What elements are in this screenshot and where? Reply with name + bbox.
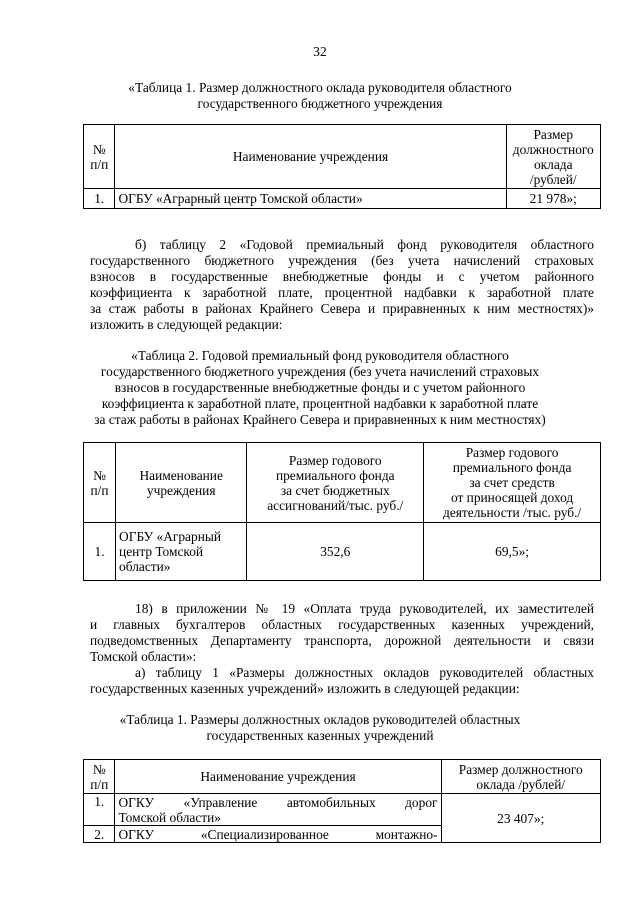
table3-caption-line-2: государственных казенных учреждений <box>206 728 434 743</box>
table3-cell-num: 1. <box>84 794 115 826</box>
table3-cell-num: 2. <box>84 826 115 843</box>
para-18-line-1: 18) в приложении № 19 «Оплата труда руководителей, их заместителей <box>135 601 594 616</box>
para-b-line-6: изложить в следующей редакции: <box>90 317 283 332</box>
para-b-line-1: б) таблицу 2 «Годовой премиальный фонд руководителя областного <box>135 237 594 252</box>
para-b-line-3: взносов в государственные внебюджетные фонды и с учетом районного <box>90 269 594 284</box>
table2-header-budget-line: премиального фонда <box>275 467 395 483</box>
table1-header-size-line: оклада <box>533 156 573 172</box>
table3-header-size <box>441 760 600 794</box>
table1-caption-line-1: «Таблица 1. Размер должностного оклада руководителя областного <box>128 80 512 95</box>
table2-header-income-line: премиального фонда <box>452 460 572 475</box>
table1-caption-line-2: государственного бюджетного учреждения <box>197 96 443 111</box>
table3-cell-name-line: Томской области» <box>118 809 222 825</box>
table2-caption-line-1: «Таблица 2. Годовой премиальный фонд руководителя областного <box>131 348 509 363</box>
table3-cell-name <box>115 794 441 826</box>
table1-cell-num: 1. <box>84 189 115 209</box>
table3-caption-line-1: «Таблица 1. Размеры должностных окладов руководителей областных <box>119 712 521 727</box>
table2-cell-num: 1. <box>84 523 116 581</box>
para-a-line-1: а) таблицу 1 «Размеры должностных окладов руководителей областных <box>135 665 594 680</box>
table2-cell-name <box>116 523 247 581</box>
table2-header-num-line: № <box>93 467 106 483</box>
table1-header-size <box>506 125 600 189</box>
table2-header-income-line: за счет средств <box>469 475 555 490</box>
table3-cell-name-line: ОГКУ «Управление автомобильных дорог <box>118 794 438 810</box>
table2-cell-name-line: ОГБУ «Аграрный <box>119 529 222 544</box>
table1-header-size-line: Размер <box>533 126 574 142</box>
table3-header-num-line: № <box>92 761 106 777</box>
table1-header-num <box>84 125 115 189</box>
table2-header-name <box>116 443 247 523</box>
table1-header-num-line: п/п <box>90 156 109 172</box>
table2-header-budget <box>247 443 424 523</box>
para-18-line-2: и главных бухгалтеров областных государственных казенных учреждений, <box>90 617 594 632</box>
table1-header-size-line: /рублей/ <box>529 171 577 187</box>
table-row <box>84 189 601 209</box>
para-b-line-2: государственного бюджетного учреждения (без учета начислений страховых <box>90 253 594 268</box>
table2-header-name-line: Наименование <box>139 467 223 483</box>
table3-header-size-line: Размер должностного <box>458 761 583 777</box>
table2-header-budget-line: Размер годового <box>288 452 382 468</box>
table1-header-row <box>84 125 601 189</box>
table3-cell-name <box>115 826 441 843</box>
table2-caption-line-3: взносов в государственные внебюджетные фонды и с учетом районного <box>114 380 526 395</box>
table1-header-name: Наименование учреждения <box>115 125 506 189</box>
para-18-line-3: подведомственных Департаменту транспорта, дорожной деятельности и связи <box>90 633 594 648</box>
table2-caption-line-2: государственного бюджетного учреждения (без учета начислений страховых <box>100 364 540 379</box>
table2-header-income-line: Размер годового <box>465 445 559 460</box>
page-number: 32 <box>313 44 327 59</box>
para-b-line-4: коэффициента к заработной плате, процентной надбавки к заработной плате <box>90 285 594 300</box>
table3-header-row <box>84 760 601 794</box>
table2-cell-income: 69,5»; <box>424 523 601 581</box>
table2-header-income <box>424 443 601 523</box>
table2-header-income-line: от приносящей доход <box>450 490 574 505</box>
table2-caption-line-5: за стаж работы в районах Крайнего Севера и приравненных к ним местностях) <box>94 412 546 427</box>
table3-header-num-line: п/п <box>90 776 109 792</box>
table1-header-size-line: должностного <box>512 141 594 157</box>
table-row <box>84 523 601 581</box>
table2-header-num-line: п/п <box>90 482 109 498</box>
table3-header-num <box>84 760 115 794</box>
table2-cell-name-line: области» <box>119 559 171 574</box>
table2-header-budget-line: за счет бюджетных <box>280 482 390 498</box>
table2-header-name-line: учреждения <box>146 482 216 498</box>
table3-header-name: Наименование учреждения <box>115 760 441 794</box>
table2-header-row <box>84 443 601 523</box>
table2-header-budget-line: ассигнований/тыс. руб./ <box>267 497 404 513</box>
table3-header-size-line: оклада /рублей/ <box>476 776 566 792</box>
table2-cell-budget: 352,6 <box>247 523 424 581</box>
table2 <box>83 442 601 581</box>
para-a-line-2: государственных казенных учреждений» изложить в следующей редакции: <box>90 681 520 696</box>
table2-header-income-line: деятельности /тыс. руб./ <box>443 505 582 520</box>
table1-cell-name: ОГБУ «Аграрный центр Томской области» <box>115 189 506 209</box>
table1-cell-size: 21 978»; <box>506 189 600 209</box>
table3-cell-size-merged: 23 407»; <box>441 794 600 843</box>
table3 <box>83 759 601 843</box>
table2-cell-name-line: центр Томской <box>119 544 204 559</box>
table1 <box>83 124 601 209</box>
table-row <box>84 794 601 826</box>
para-18-line-4: Томской области»: <box>90 649 197 664</box>
table3-cell-name-line: ОГКУ «Специализированное монтажно- <box>118 826 438 842</box>
para-b-line-5: за стаж работы в районах Крайнего Севера и приравненных к ним местностях)» <box>90 301 594 316</box>
table2-header-num <box>84 443 116 523</box>
table2-caption-line-4: коэффициента к заработной плате, процентной надбавки к заработной плате <box>101 396 539 411</box>
table1-header-num-line: № <box>92 141 106 157</box>
